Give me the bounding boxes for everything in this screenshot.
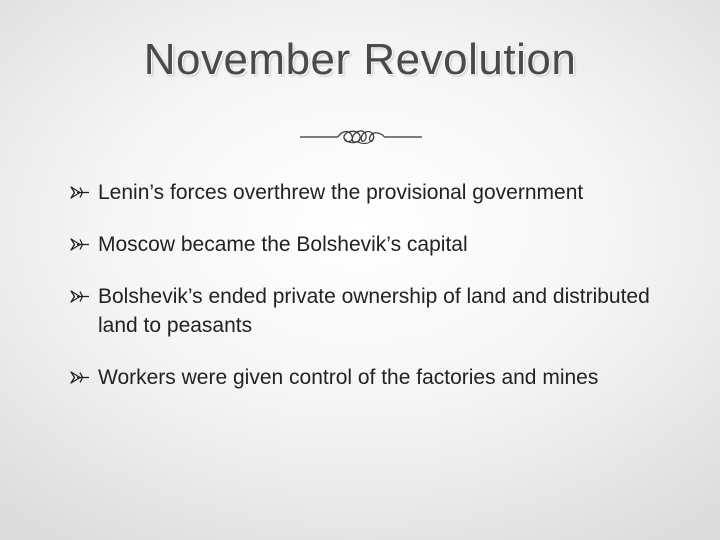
arrow-bullet-icon — [70, 237, 91, 252]
slide-title: November Revolution — [143, 35, 577, 84]
arrow-bullet-icon — [70, 289, 91, 304]
bullet-item — [70, 282, 670, 340]
bullet-text: Bolshevik’s ended private ownership of land and distributed land to peasants — [98, 285, 650, 337]
flourish-divider-icon — [298, 124, 424, 150]
arrow-bullet-icon — [70, 185, 91, 200]
bullet-text: Lenin’s forces overthrew the provisional government — [98, 181, 584, 204]
bullet-list — [70, 178, 670, 392]
bullet-text: Moscow became the Bolshevik’s capital — [98, 233, 468, 256]
bullet-item — [70, 230, 670, 259]
bullet-item — [70, 178, 670, 207]
bullet-text: Workers were given control of the factories and mines — [98, 366, 599, 389]
arrow-bullet-icon — [70, 370, 91, 385]
bullet-item — [70, 363, 670, 392]
